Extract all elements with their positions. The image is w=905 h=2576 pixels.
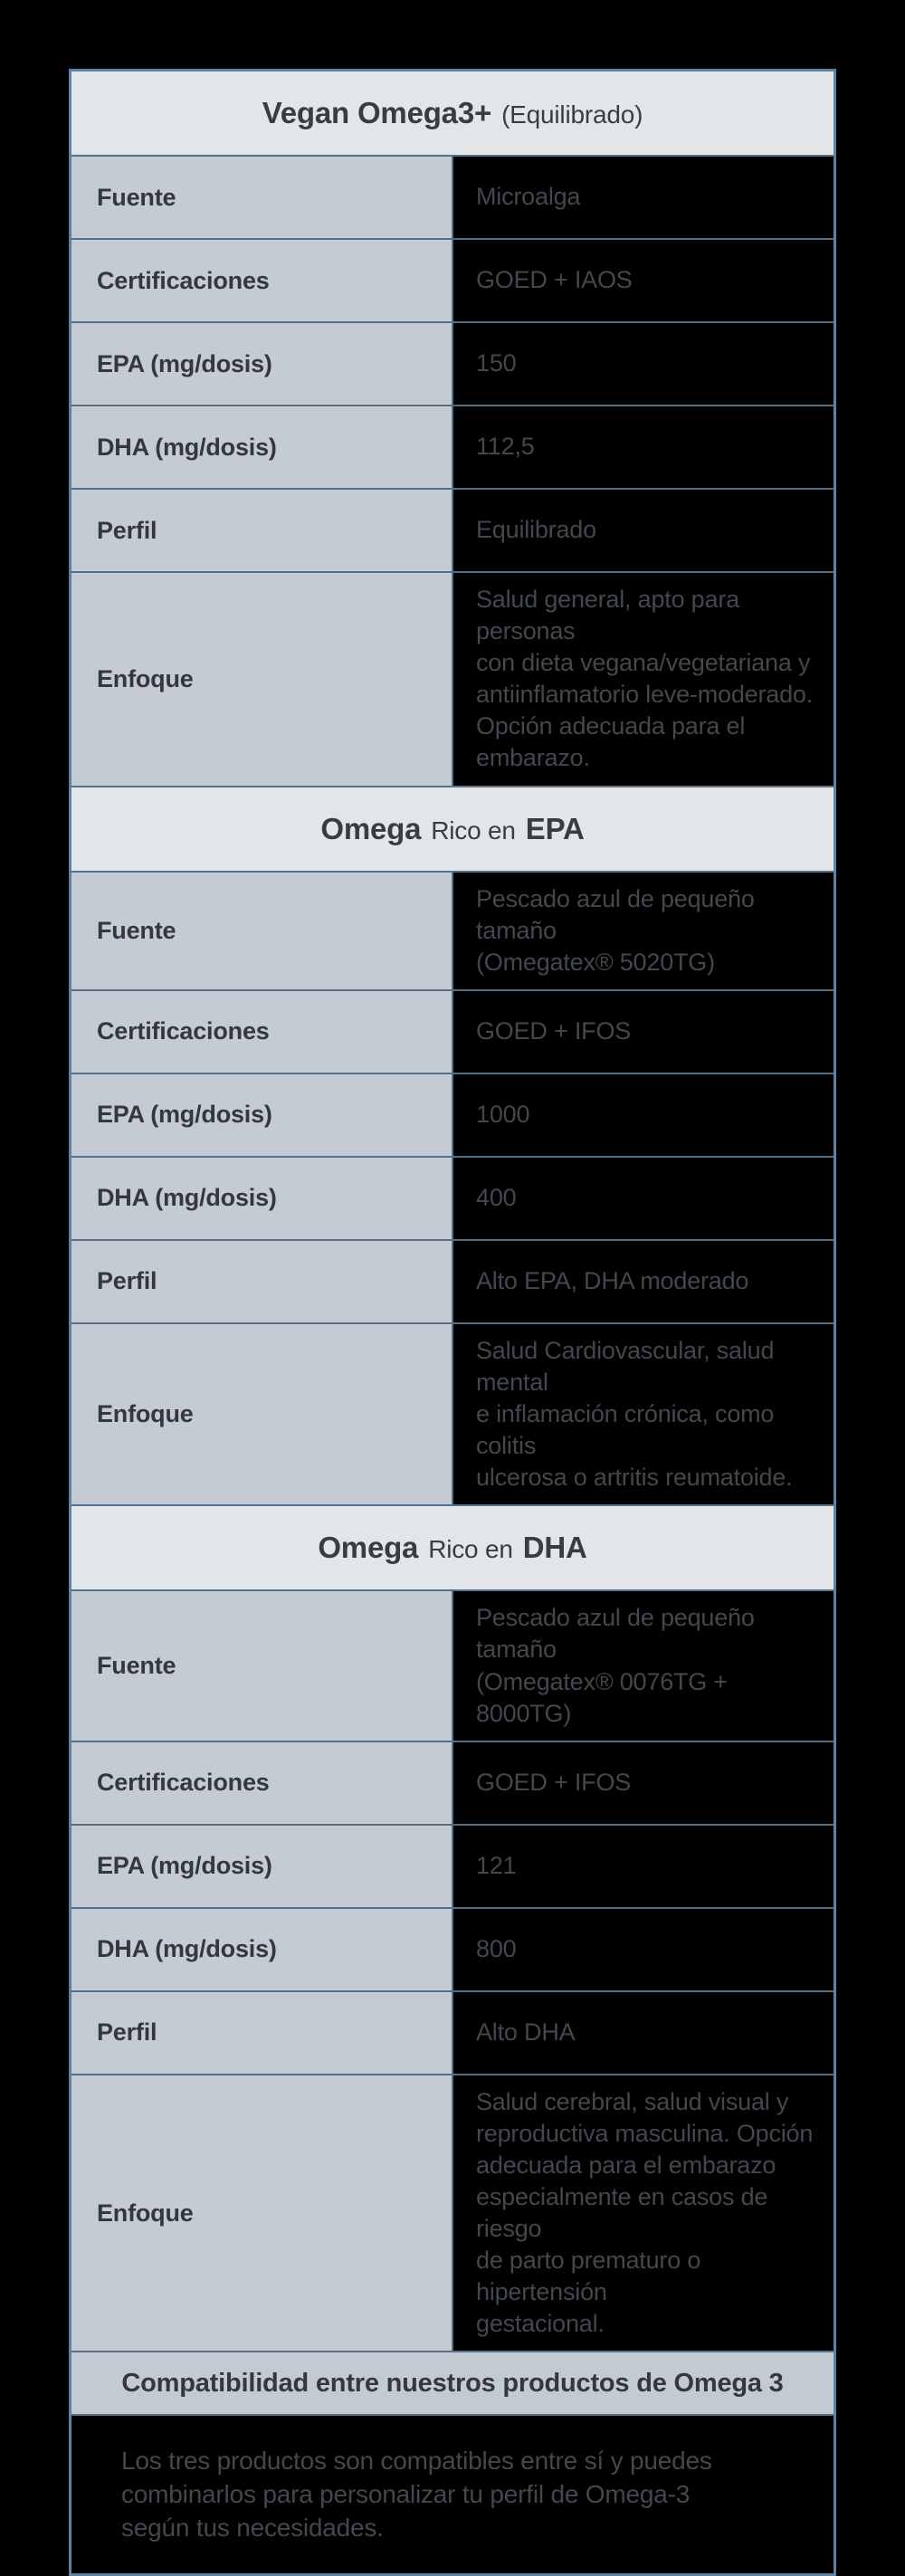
table-row [71, 872, 835, 990]
section-title-main: Vegan Omega3+ [262, 96, 492, 129]
row-value: Salud general, apto para personas con dieta vegana/vegetariana y antiinflamatorio leve-moderado. Opción adecuada para el embarazo. [452, 572, 835, 787]
section-title-epa [71, 787, 835, 872]
row-label: EPA (mg/dosis) [71, 322, 453, 405]
row-value: Alto DHA [452, 1991, 835, 2075]
table-row [71, 1991, 835, 2075]
section-header-row-vegan [71, 71, 835, 157]
section-title-main2: EPA [525, 811, 585, 845]
table-row [71, 1323, 835, 1505]
table-row [71, 1741, 835, 1825]
section-title-vegan [71, 71, 835, 157]
section-title-text [72, 812, 833, 846]
row-label: Certificaciones [71, 990, 453, 1073]
table-row [71, 572, 835, 787]
row-label: DHA (mg/dosis) [71, 1157, 453, 1240]
table-row [71, 1590, 835, 1741]
table-row [71, 1157, 835, 1240]
table-row [71, 1073, 835, 1157]
table-row [71, 1908, 835, 1991]
section-title-sub: Rico en [428, 1535, 513, 1564]
section-title-sub: (Equilibrado) [501, 100, 643, 129]
section-title-main2: DHA [522, 1531, 587, 1565]
row-value: GOED + IFOS [452, 990, 835, 1073]
table-row [71, 156, 835, 239]
row-label: Certificaciones [71, 239, 453, 322]
table-row [71, 405, 835, 489]
table-row [71, 1825, 835, 1908]
section-header-row-dha [71, 1505, 835, 1590]
row-value: Microalga [452, 156, 835, 239]
row-value: Pescado azul de pequeño tamaño (Omegatex® 0076TG + 8000TG) [452, 1590, 835, 1741]
row-label: Fuente [71, 156, 453, 239]
row-label: Perfil [71, 489, 453, 572]
table-row [71, 489, 835, 572]
row-label: Enfoque [71, 2075, 453, 2352]
table-row [71, 2075, 835, 2352]
row-label: Fuente [71, 872, 453, 990]
row-value: GOED + IAOS [452, 239, 835, 322]
row-value: Alto EPA, DHA moderado [452, 1240, 835, 1323]
compatibility-header-row [71, 2352, 835, 2415]
row-value: 150 [452, 322, 835, 405]
comparison-table [69, 69, 836, 2576]
row-value: GOED + IFOS [452, 1741, 835, 1825]
row-label: Fuente [71, 1590, 453, 1741]
row-value: 800 [452, 1908, 835, 1991]
compatibility-body-row [71, 2415, 835, 2575]
section-title-text [72, 96, 833, 130]
row-label: DHA (mg/dosis) [71, 405, 453, 489]
row-value: Equilibrado [452, 489, 835, 572]
row-value: Salud cerebral, salud visual y reproductiva masculina. Opción adecuada para el embarazo especialmente en casos de riesgo de parto prematuro o hipertensión gestacional. [452, 2075, 835, 2352]
row-value: 121 [452, 1825, 835, 1908]
section-title-sub: Rico en [431, 816, 516, 844]
row-label: Perfil [71, 1991, 453, 2075]
section-title-dha [71, 1505, 835, 1590]
row-label: Certificaciones [71, 1741, 453, 1825]
row-value: 400 [452, 1157, 835, 1240]
section-title-main: Omega [320, 811, 422, 845]
row-label: EPA (mg/dosis) [71, 1073, 453, 1157]
row-value: Pescado azul de pequeño tamaño (Omegatex® 5020TG) [452, 872, 835, 990]
row-value: 1000 [452, 1073, 835, 1157]
table-row [71, 239, 835, 322]
section-title-text [72, 1531, 833, 1565]
table-row [71, 990, 835, 1073]
row-value: Salud Cardiovascular, salud mental e inflamación crónica, como colitis ulcerosa o artritis reumatoide. [452, 1323, 835, 1505]
compatibility-text: Los tres productos son compatibles entre sí y puedes combinarlos para personalizar tu perfil de Omega-3 según tus necesidades. [71, 2415, 835, 2575]
row-label: EPA (mg/dosis) [71, 1825, 453, 1908]
row-value: 112,5 [452, 405, 835, 489]
table-row [71, 1240, 835, 1323]
section-title-main: Omega [318, 1531, 419, 1565]
row-label: Perfil [71, 1240, 453, 1323]
row-label: Enfoque [71, 572, 453, 787]
row-label: Enfoque [71, 1323, 453, 1505]
row-label: DHA (mg/dosis) [71, 1908, 453, 1991]
table-row [71, 322, 835, 405]
compatibility-title: Compatibilidad entre nuestros productos de Omega 3 [71, 2352, 835, 2415]
section-header-row-epa [71, 787, 835, 872]
